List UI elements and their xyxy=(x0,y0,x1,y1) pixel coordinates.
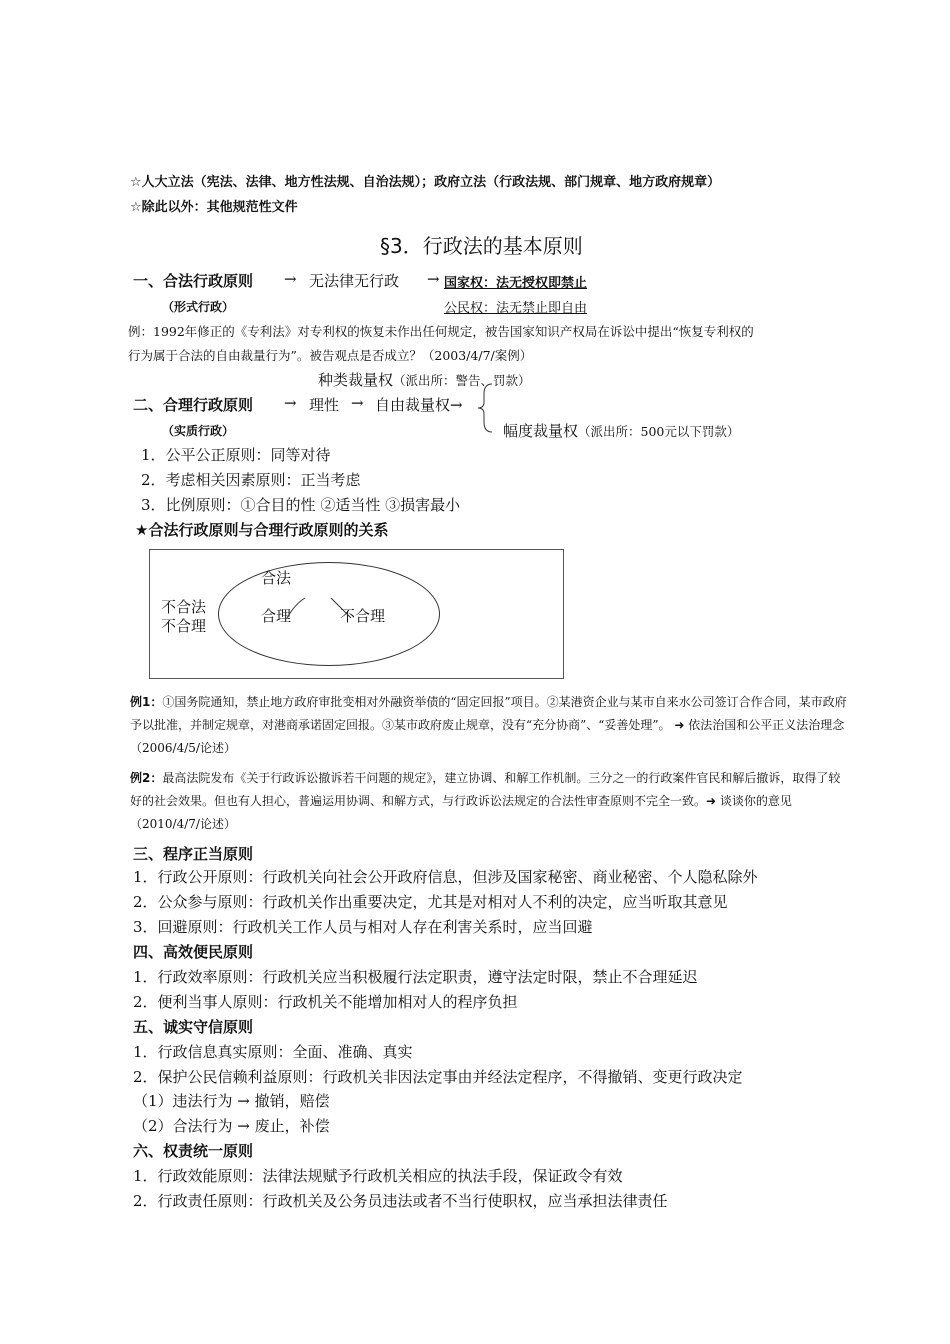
section-3-item-2: 2．公众参与原则：行政机关作出重要决定，尤其是对相对人不利的决定，应当听取其意见 xyxy=(133,893,728,911)
page-title: §3．行政法的基本原则 xyxy=(380,234,583,258)
section-1-heading: 一、合法行政原则 xyxy=(133,272,254,290)
section-2-arrow-1: → xyxy=(284,394,297,412)
range-discretion-note: （派出所：500元以下罚款） xyxy=(578,424,740,439)
example-2-text: 最高法院发布《关于行政诉讼撤诉若干问题的规定》，建立协调、和解工作机制。三分之一的行政案件官民和解后撤诉，取得了较好的社会效果。但也有人担心，普遍运用协调、和解方式，与行政诉讼法规定的合法性审查原则不完全一致。➜ 谈谈你的意见（2010/4/7/论述） xyxy=(130,771,841,831)
section-4-heading: 四、高效便民原则 xyxy=(133,943,254,961)
section-2-item-2: 2．考虑相关因素原则：正当考虑 xyxy=(141,471,361,489)
section-2-discretion: 自由裁量权→ xyxy=(375,396,463,414)
section-3-item-3: 3．回避原则：行政机关工作人员与相对人存在利害关系时，应当回避 xyxy=(133,918,593,936)
example-1-text: ①国务院通知，禁止地方政府审批变相对外融资举债的“固定回报”项目。②某港资企业与某市自来水公司签订合作合同，某市政府予以批准，并制定规章，对港商承诺固定回报。③某市政府废止规章，没有“充分协商”、“妥善处理”。 ➜ 依法治国和公平正义法治理念（2006/4/5/论述） xyxy=(130,695,847,755)
range-discretion-label: 幅度裁量权 xyxy=(503,422,579,440)
section-1-subtitle: （形式行政） xyxy=(162,300,235,314)
section-1-arrow-1: → xyxy=(284,270,297,288)
section-1-middle: 无法律无行政 xyxy=(309,272,400,290)
diagram-illegal-label: 不合法 xyxy=(161,598,207,616)
other-norms-note: ☆除此以外：其他规范性文件 xyxy=(130,200,298,215)
relation-heading: ★合法行政原则与合理行政原则的关系 xyxy=(135,521,389,539)
section-5-item-2: 2．保护公民信赖利益原则：行政机关非因法定事由并经法定程序，不得撤销、变更行政决定 xyxy=(133,1068,743,1086)
section-2-rational: 理性 xyxy=(309,396,340,414)
range-discretion xyxy=(503,420,739,441)
legislation-note: ☆人大立法（宪法、法律、地方性法规、自治法规）；政府立法（行政法规、部门规章、地方政府规章） xyxy=(130,175,721,190)
section-5-item-4: （2）合法行为 → 废止，补偿 xyxy=(133,1117,330,1135)
kind-discretion-note: （派出所：警告、罚款） xyxy=(393,373,531,388)
section-3-item-1: 1．行政公开原则：行政机关向社会公开政府信息，但涉及国家秘密、商业秘密、个人隐私除外 xyxy=(133,868,758,886)
example-2-label: 例2： xyxy=(130,771,163,785)
state-power-rule: 国家权：法无授权即禁止 xyxy=(444,276,588,291)
diagram-reasonable-label: 合理 xyxy=(261,607,292,625)
diagram-unreasonable-label: 不合理 xyxy=(340,607,386,625)
section-4-item-2: 2．便利当事人原则：行政机关不能增加相对人的程序负担 xyxy=(133,993,518,1011)
section-2-item-1: 1．公平公正原则：同等对待 xyxy=(141,446,331,464)
section-2-item-3: 3．比例原则：①合目的性 ②适当性 ③损害最小 xyxy=(141,496,461,514)
diagram-legal-label: 合法 xyxy=(261,569,292,587)
section-6-item-2: 2．行政责任原则：行政机关及公务员违法或者不当行使职权，应当承担法律责任 xyxy=(133,1192,668,1210)
section-4-item-1: 1．行政效率原则：行政机关应当积极履行法定职责，遵守法定时限，禁止不合理延迟 xyxy=(133,968,698,986)
section-2-heading: 二、合理行政原则 xyxy=(133,396,254,414)
kind-discretion-label: 种类裁量权 xyxy=(318,371,394,389)
section-5-item-3: （1）违法行为 → 撤销，赔偿 xyxy=(133,1092,330,1110)
kind-discretion xyxy=(318,369,531,390)
example-1 xyxy=(130,691,852,760)
example-1-label: 例1： xyxy=(130,695,163,709)
section-6-item-1: 1．行政效能原则：法律法规赋予行政机关相应的执法手段，保证政令有效 xyxy=(133,1167,623,1185)
citizen-power-rule: 公民权：法无禁止即自由 xyxy=(444,301,588,316)
section-5-heading: 五、诚实守信原则 xyxy=(133,1018,254,1036)
section-5-item-1: 1．行政信息真实原则：全面、准确、真实 xyxy=(133,1043,413,1061)
section-1-example-line-1: 例：1992年修正的《专利法》对专利权的恢复未作出任何规定，被告国家知识产权局在诉讼中提出“恢复专利权的 xyxy=(128,324,754,339)
discretion-brace xyxy=(476,382,496,434)
example-2 xyxy=(130,767,852,836)
section-3-heading: 三、程序正当原则 xyxy=(133,845,254,863)
section-1-arrow-2: → xyxy=(427,270,440,288)
diagram-divider-curves xyxy=(285,596,355,620)
section-1-example-line-2: 行为属于合法的自由裁量行为”。被告观点是否成立？（2003/4/7/案例） xyxy=(128,348,533,363)
section-2-arrow-2: → xyxy=(351,394,364,412)
section-2-subtitle: （实质行政） xyxy=(162,424,235,438)
diagram-unreasonable-outer-label: 不合理 xyxy=(161,617,207,635)
section-6-heading: 六、权责统一原则 xyxy=(133,1142,254,1160)
